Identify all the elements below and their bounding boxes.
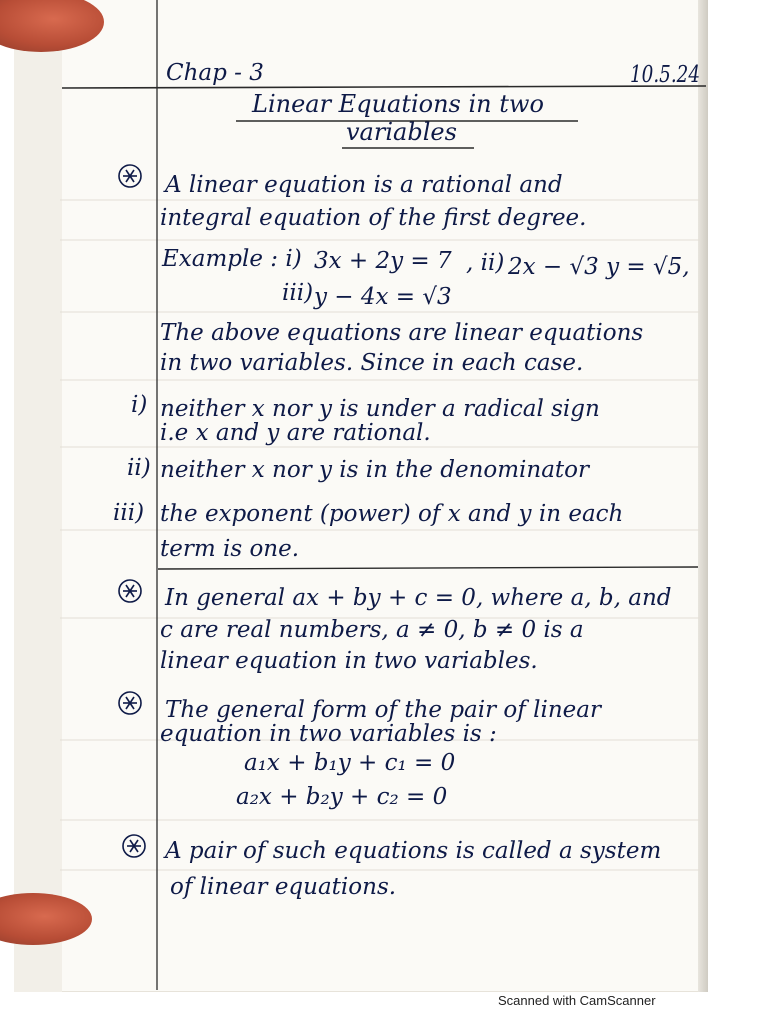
- example-eq3-label: iii): [282, 280, 314, 306]
- section2-line1: In general ax + by + c = 0, where a, b, and: [165, 585, 672, 611]
- section3-line1: The general form of the pair of linear: [165, 697, 601, 723]
- condition-1-line2: i.e x and y are rational.: [160, 420, 431, 446]
- example-eq2-label: , ii): [466, 250, 505, 276]
- section1-para-line1: The above equations are linear equations: [160, 320, 644, 346]
- header-rule: [62, 86, 706, 88]
- section-divider: [158, 567, 698, 569]
- section1-line1: A linear equation is a rational and: [165, 172, 563, 198]
- condition-2: neither x nor y is in the denominator: [160, 457, 590, 483]
- section3-eq1: a₁x + b₁y + c₁ = 0: [244, 750, 456, 776]
- section4-line2: of linear equations.: [170, 874, 397, 900]
- condition-2-label: ii): [127, 455, 151, 481]
- section4-line1: A pair of such equations is called a system: [165, 838, 662, 864]
- condition-3-label: iii): [113, 500, 145, 526]
- title-line-2: variables: [346, 118, 457, 146]
- condition-1-line1: neither x nor y is under a radical sign: [160, 396, 600, 422]
- section1-line2: integral equation of the first degree.: [160, 205, 587, 231]
- example-label: Example : i): [162, 246, 302, 272]
- example-eq1: 3x + 2y = 7: [314, 248, 452, 274]
- date-label: 10.5.24: [630, 62, 700, 88]
- scanner-watermark: Scanned with CamScanner: [498, 993, 656, 1008]
- star-bullet-icon: [119, 165, 141, 187]
- condition-3-line2: term is one.: [160, 536, 300, 562]
- section2-line2: c are real numbers, a ≠ 0, b ≠ 0 is a: [160, 617, 584, 643]
- example-eq2: 2x − √3 y = √5,: [508, 254, 690, 280]
- chapter-label: Chap - 3: [166, 60, 264, 86]
- example-eq3: y − 4x = √3: [314, 284, 452, 310]
- condition-1-label: i): [131, 392, 148, 418]
- section3-line2: equation in two variables is :: [160, 721, 497, 747]
- star-bullet-icon: [119, 580, 141, 602]
- star-bullet-icon: [123, 835, 145, 857]
- section3-eq2: a₂x + b₂y + c₂ = 0: [236, 784, 448, 810]
- section1-para-line2: in two variables. Since in each case.: [160, 350, 584, 376]
- title-line-1: Linear Equations in two: [252, 90, 544, 118]
- condition-3-line1: the exponent (power) of x and y in each: [160, 501, 624, 527]
- star-bullet-icon: [119, 692, 141, 714]
- section2-line3: linear equation in two variables.: [160, 648, 538, 674]
